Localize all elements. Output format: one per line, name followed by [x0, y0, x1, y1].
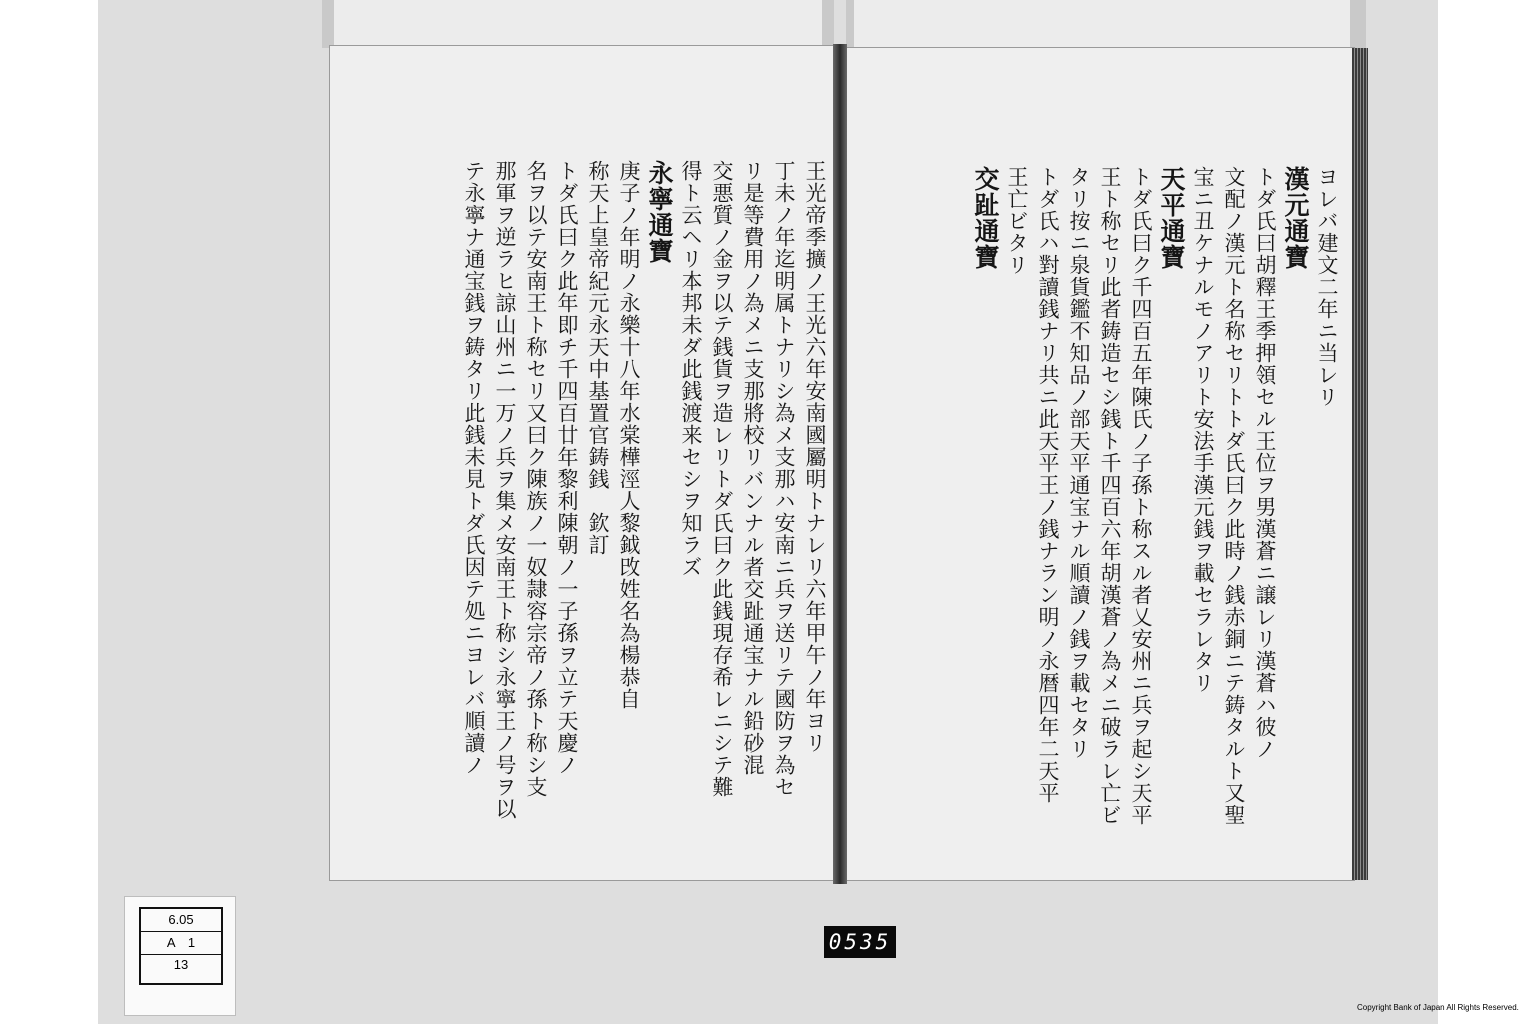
text-column: トダ氏曰胡釋王季押領セル王位ヲ男漢蒼ニ譲レリ漢蒼ハ彼ノ — [1253, 166, 1277, 760]
right-page-text — [872, 166, 1342, 886]
coin-heading: 交趾通寶 — [971, 166, 1000, 270]
strip-paper — [854, 0, 1350, 48]
label-row: A 1 — [141, 932, 221, 955]
left-page-text — [350, 160, 830, 880]
text-column: 文配ノ漢元ト名称セリトトダ氏曰ク此時ノ銭赤銅ニテ鋳タルト又聖 — [1222, 166, 1246, 826]
label-table — [139, 907, 223, 985]
frame-number: 0535 — [824, 926, 896, 958]
text-column: 那軍ヲ逆ラヒ諒山州ニ一万ノ兵ヲ集メ安南王ト称シ永寧王ノ号ヲ以 — [493, 160, 517, 820]
label-row: 6.05 — [141, 909, 221, 932]
text-column: ヨレバ建文二年ニ当レリ — [1315, 166, 1339, 408]
text-column: 名ヲ以テ安南王ト称セリ又曰ク陳族ノ一奴隷容宗帝ノ孫ト称シ支 — [524, 160, 548, 798]
page-stack-edge — [1352, 48, 1368, 880]
text-column: トダ氏曰ク千四百五年陳氏ノ子孫ト称スル者乂安州ニ兵ヲ起シ天平 — [1129, 166, 1153, 826]
previous-page-strip-right — [846, 0, 1366, 48]
strip-paper — [334, 0, 822, 48]
text-column: 得ト云ヘリ本邦未ダ此銭渡来セシヲ知ラズ — [679, 160, 703, 578]
copyright-notice: Copyright Bank of Japan All Rights Reserved. — [1357, 1003, 1519, 1012]
text-column: タリ按ニ泉貨鑑不知品ノ部天平通宝ナル順讀ノ銭ヲ載セタリ — [1067, 166, 1091, 760]
coin-heading: 天平通寶 — [1157, 166, 1186, 270]
coin-heading: 永寧通寶 — [645, 160, 674, 264]
text-column: トダ氏曰ク此年即チ千四百廿年黎利陳朝ノ一子孫ヲ立テ天慶ノ — [555, 160, 579, 776]
book-gutter — [833, 44, 847, 884]
text-column: リ是等費用ノ為メニ支那將校リバンナル者交趾通宝ナル鉛砂混 — [741, 160, 765, 776]
text-column: 丁未ノ年迄明属トナリシ為メ支那ハ安南ニ兵ヲ送リテ國防ヲ為セ — [772, 160, 796, 798]
text-column: 交悪質ノ金ヲ以テ銭貨ヲ造レリトダ氏曰ク此銭現存希レニシテ難 — [710, 160, 734, 798]
text-column: テ永寧ナ通宝銭ヲ鋳タリ此銭未見トダ氏因テ処ニヨレバ順讀ノ — [462, 160, 486, 776]
text-column: 称天上皇帝紀元永天中基置官鋳銭 欽訂 — [586, 160, 610, 556]
text-column: 庚子ノ年明ノ永樂十八年水棠樺涇人黎鉞攺姓名為楊恭自 — [617, 160, 641, 710]
text-column: 王光帝季擴ノ王光六年安南國屬明トナレリ六年甲午ノ年ヨリ — [803, 160, 827, 754]
text-column: 宝ニ丑ケナルモノアリト安法手漢元銭ヲ載セラレタリ — [1191, 166, 1215, 694]
coin-heading: 漢元通寶 — [1281, 166, 1310, 270]
text-column: 王ト称セリ此者鋳造セシ銭ト千四百六年胡漢蒼ノ為メニ破ラレ亡ビ — [1098, 166, 1122, 826]
text-column: 王亡ビタリ — [1005, 166, 1029, 276]
text-column: トダ氏ハ對讀銭ナリ共ニ此天平王ノ銭ナラン明ノ永暦四年二天平 — [1036, 166, 1060, 804]
previous-page-strip-left — [322, 0, 834, 48]
archive-label-card — [124, 896, 236, 1016]
label-row: 13 — [173, 957, 189, 972]
